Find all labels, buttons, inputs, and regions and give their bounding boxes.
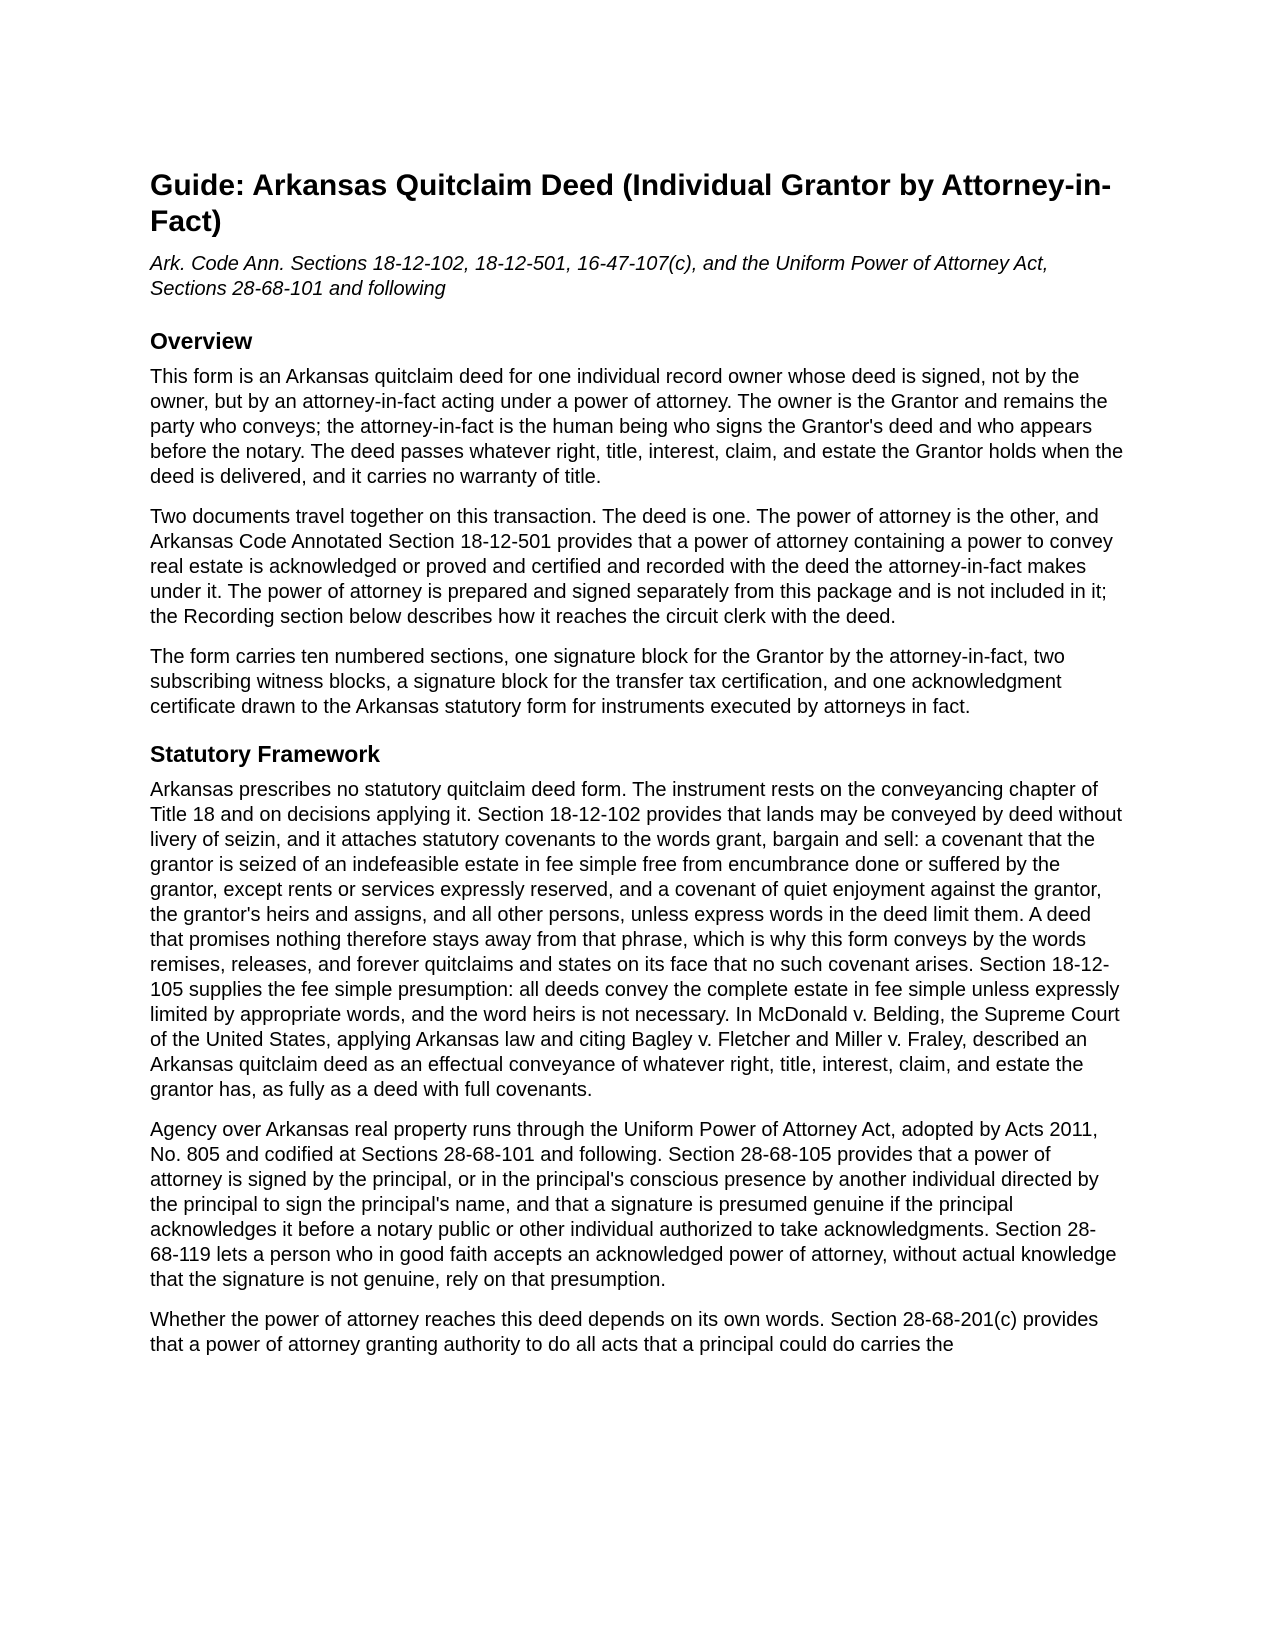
overview-paragraph-2: Two documents travel together on this transaction. The deed is one. The power of attorney is the other, and Arkansas Code Annotated Section 18-12-501 provides that a power of attorney containing a power to convey real estate is acknowledged or proved and certified and recorded with the deed the attorney-in-fact makes under it. The power of attorney is prepared and signed separately from this package and is not included in it; the Recording section below describes how it reaches the circuit clerk with the deed. — [150, 506, 1113, 628]
heading-overview: Overview — [150, 328, 253, 354]
framework-paragraph-1: Arkansas prescribes no statutory quitclaim deed form. The instrument rests on the conveyancing chapter of Title 18 and on decisions applying it. Section 18-12-102 provides that lands may be conveyed by deed without livery of seizin, and it attaches statutory covenants to the words grant, bargain and sell: a covenant that the grantor is seized of an indefeasible estate in fee simple free from encumbrance done or suffered by the grantor, except rents or services expressly reserved, and a covenant of quiet enjoyment against the grantor, the grantor's heirs and assigns, and all other persons, unless express words in the deed limit them. A deed that promises nothing therefore stays away from that phrase, which is why this form conveys by the words remises, releases, and forever quitclaims and states on its face that no such covenant arises. Section 18-12-105 supplies the fee simple presumption: all deeds convey the complete estate in fee simple unless expressly limited by appropriate words, and the word heirs is not necessary. In McDonald v. Belding, the Supreme Court of the United States, applying Arkansas law and citing Bagley v. Fletcher and Miller v. Fraley, described an Arkansas quitclaim deed as an effectual conveyance of whatever right, title, interest, claim, and estate the grantor has, as fully as a deed with full covenants. — [150, 779, 1123, 1101]
heading-statutory-framework: Statutory Framework — [150, 741, 381, 767]
framework-paragraph-3: Whether the power of attorney reaches this deed depends on its own words. Section 28-68-201(c) provides that a power of attorney granting authority to do all acts that a principal could do carries the — [150, 1309, 1099, 1356]
statutory-citation: Ark. Code Ann. Sections 18-12-102, 18-12-501, 16-47-107(c), and the Uniform Power of Attorney Act, Sections 28-68-101 and following — [150, 253, 1049, 300]
document-title: Guide: Arkansas Quitclaim Deed (Individual Grantor by Attorney-in-Fact) — [150, 169, 1112, 238]
document-page — [150, 168, 1125, 1358]
overview-paragraph-3: The form carries ten numbered sections, one signature block for the Grantor by the attorney-in-fact, two subscribing witness blocks, a signature block for the transfer tax certification, and one acknowledgment certificate drawn to the Arkansas statutory form for instruments executed by attorneys in fact. — [150, 646, 1065, 718]
overview-paragraph-1: This form is an Arkansas quitclaim deed for one individual record owner whose deed is signed, not by the owner, but by an attorney-in-fact acting under a power of attorney. The owner is the Grantor and remains the party who conveys; the attorney-in-fact is the human being who signs the Grantor's deed and who appears before the notary. The deed passes whatever right, title, interest, claim, and estate the Grantor holds when the deed is delivered, and it carries no warranty of title. — [150, 366, 1124, 488]
framework-paragraph-2: Agency over Arkansas real property runs through the Uniform Power of Attorney Act, adopted by Acts 2011, No. 805 and codified at Sections 28-68-101 and following. Section 28-68-105 provides that a power of attorney is signed by the principal, or in the principal's conscious presence by another individual directed by the principal to sign the principal's name, and that a signature is presumed genuine if the principal acknowledges it before a notary public or other individual authorized to take acknowledgments. Section 28-68-119 lets a person who in good faith accepts an acknowledged power of attorney, without actual knowledge that the signature is not genuine, rely on that presumption. — [150, 1119, 1117, 1291]
